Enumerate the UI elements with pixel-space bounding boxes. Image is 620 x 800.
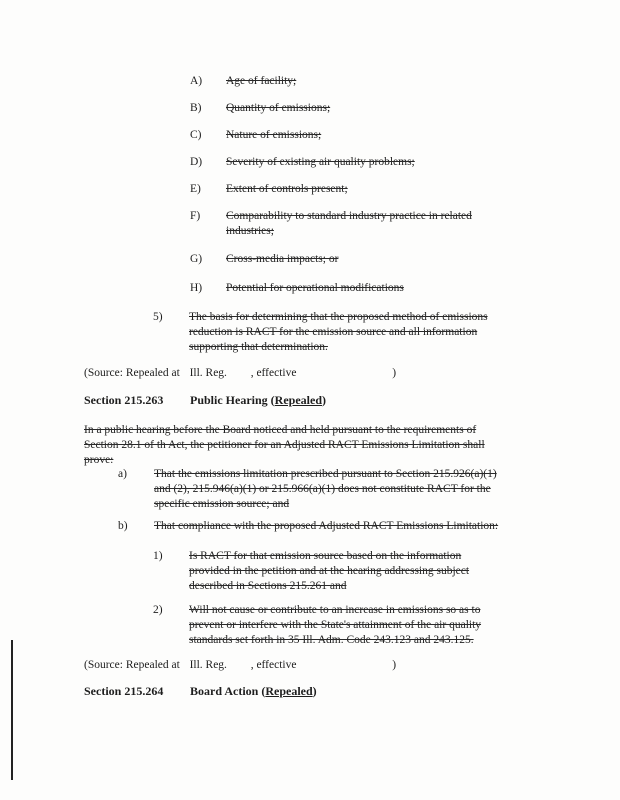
item-b: b) That compliance with the proposed Adjusted RACT Emissions Limitation: xyxy=(118,520,499,532)
intro-line-3: prove: xyxy=(84,454,114,466)
source-note-1: (Source: Repealed at Ill. Reg. , effective ) xyxy=(84,367,397,379)
factor-h: H) Potential for operational modifications xyxy=(190,282,404,294)
factor-d: D) Severity of existing air quality problems; xyxy=(190,156,415,168)
item-b2: 2) Will not cause or contribute to an increase in emissions so as to xyxy=(153,604,481,616)
section-263-heading: Section 215.263 Public Hearing (Repealed) xyxy=(84,393,326,407)
item-5-line2: reduction is RACT for the emission source and all information xyxy=(189,326,478,338)
item-b2-line3: standards set forth in 35 Ill. Adm. Code 243.123 and 243.125. xyxy=(189,634,474,646)
factor-a: A) Age of facility; xyxy=(190,75,297,87)
item-b2-line2: prevent or interfere with the State's attainment of the air quality xyxy=(189,619,482,631)
item-5: 5) The basis for determining that the proposed method of emissions xyxy=(153,311,488,323)
item-a-line2: and (2), 215.946(a)(1) or 215.966(a)(1) does not constitute RACT for the xyxy=(154,483,491,495)
factor-f: F) Comparability to standard industry practice in related xyxy=(190,210,472,222)
section-264-heading: Section 215.264 Board Action (Repealed) xyxy=(84,684,317,698)
item-b1-line2: provided in the petition and at the hearing addressing subject xyxy=(189,565,470,577)
intro-line-1: In a public hearing before the Board noticed and held pursuant to the requirements of xyxy=(84,424,477,436)
intro-line-2: Section 28.1 of th Act, the petitioner for an Adjusted RACT Emissions Limitation shall xyxy=(84,439,485,451)
item-b1: 1) Is RACT for that emission source based on the information xyxy=(153,550,462,562)
item-5-line3: supporting that determination. xyxy=(189,341,328,353)
factor-e: E) Extent of controls present; xyxy=(190,183,348,195)
item-a: a) That the emissions limitation prescribed pursuant to Section 215.926(a)(1) xyxy=(118,468,497,480)
factor-c: C) Nature of emissions; xyxy=(190,129,322,141)
item-a-line3: specific emission source; and xyxy=(154,498,290,510)
factor-f-cont: industries; xyxy=(226,225,274,237)
item-b1-line3: described in Sections 215.261 and xyxy=(189,580,347,592)
factor-b: B) Quantity of emissions; xyxy=(190,102,331,114)
factor-g: G) Cross-media impacts; or xyxy=(190,253,339,265)
source-note-2: (Source: Repealed at Ill. Reg. , effective ) xyxy=(84,659,397,671)
scan-edge-mark xyxy=(11,640,13,780)
